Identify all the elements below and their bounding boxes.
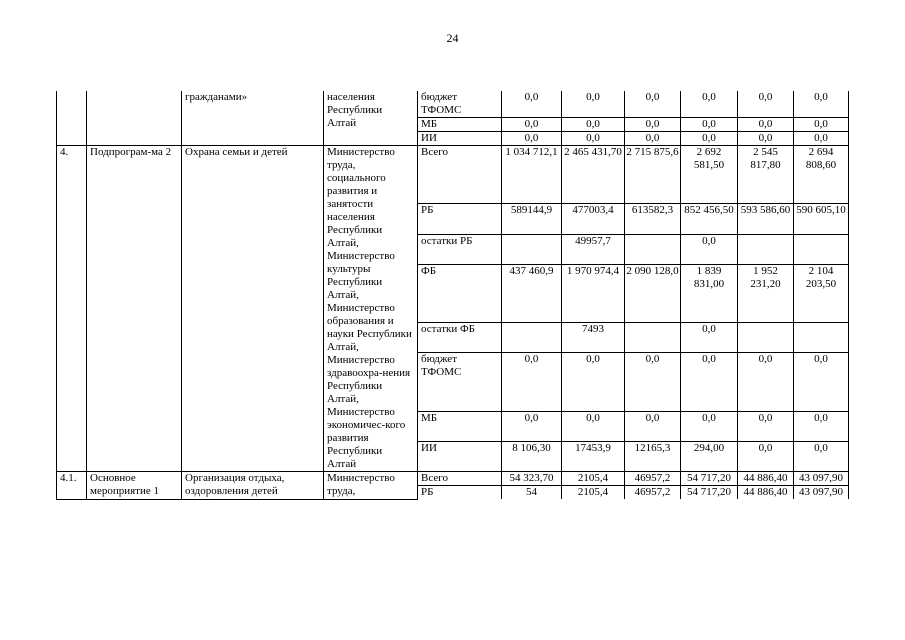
responsible-executor: Министерство труда, социального развития и занятости населения Республики Алтай, Министерство культуры Республики Алтай, Министерство образования и науки Республики Алтай, Министерство здравоохра-нения Республики Алтай, Министерство экономичес-кого развития Республики Алтай	[324, 146, 418, 472]
funding-value: 0,0	[681, 91, 738, 118]
funding-value: 17453,9	[562, 441, 625, 471]
table-row	[57, 472, 849, 486]
funding-value: 7493	[562, 323, 625, 353]
row-number: 4.1.	[57, 472, 87, 500]
funding-value: 0,0	[625, 91, 681, 118]
funding-value: 0,0	[562, 132, 625, 146]
funding-value: 0,0	[625, 132, 681, 146]
funding-value: 0,0	[502, 132, 562, 146]
funding-source: РБ	[418, 204, 502, 234]
funding-value: 49957,7	[562, 234, 625, 264]
funding-source: МБ	[418, 118, 502, 132]
funding-value: 0,0	[738, 411, 794, 441]
funding-value: 43 097,90	[794, 486, 849, 500]
funding-value: 2 692 581,50	[681, 146, 738, 204]
funding-value: 43 097,90	[794, 472, 849, 486]
funding-value: 44 886,40	[738, 472, 794, 486]
funding-value: 294,00	[681, 441, 738, 471]
funding-value: 0,0	[681, 234, 738, 264]
funding-source: ИИ	[418, 441, 502, 471]
funding-value	[502, 323, 562, 353]
funding-value: 0,0	[738, 353, 794, 411]
funding-value: 46957,2	[625, 472, 681, 486]
funding-value: 0,0	[794, 353, 849, 411]
funding-source: РБ	[418, 486, 502, 500]
funding-value: 2 465 431,70	[562, 146, 625, 204]
funding-value: 477003,4	[562, 204, 625, 234]
funding-value: 54 717,20	[681, 486, 738, 500]
row-number	[57, 91, 87, 146]
responsible-executor: населения Республики Алтай	[324, 91, 418, 146]
funding-value: 0,0	[625, 353, 681, 411]
funding-value	[738, 323, 794, 353]
funding-value: 1 034 712,1	[502, 146, 562, 204]
funding-value: 0,0	[681, 411, 738, 441]
funding-value: 852 456,50	[681, 204, 738, 234]
funding-value: 0,0	[681, 118, 738, 132]
funding-value: 8 106,30	[502, 441, 562, 471]
funding-value: 613582,3	[625, 204, 681, 234]
funding-value: 1 952 231,20	[738, 264, 794, 322]
funding-value: 2105,4	[562, 472, 625, 486]
funding-value	[502, 234, 562, 264]
funding-value: 2 715 875,6	[625, 146, 681, 204]
funding-source: бюджет ТФОМС	[418, 91, 502, 118]
funding-value: 2 104 203,50	[794, 264, 849, 322]
funding-value: 12165,3	[625, 441, 681, 471]
funding-value: 0,0	[562, 411, 625, 441]
funding-value: 0,0	[681, 353, 738, 411]
funding-value: 0,0	[562, 118, 625, 132]
funding-value	[794, 323, 849, 353]
funding-value: 0,0	[502, 91, 562, 118]
funding-value: 0,0	[562, 91, 625, 118]
funding-value: 0,0	[794, 441, 849, 471]
funding-value: 2 545 817,80	[738, 146, 794, 204]
funding-value: 0,0	[738, 118, 794, 132]
funding-value: 46957,2	[625, 486, 681, 500]
funding-value: 2 090 128,0	[625, 264, 681, 322]
funding-value: 0,0	[794, 91, 849, 118]
program-task: Охрана семьи и детей	[182, 146, 324, 472]
funding-value: 0,0	[738, 91, 794, 118]
funding-value: 437 460,9	[502, 264, 562, 322]
funding-value	[794, 234, 849, 264]
funding-value	[738, 234, 794, 264]
funding-source: бюджет ТФОМС	[418, 353, 502, 411]
funding-value: 54 323,70	[502, 472, 562, 486]
row-number: 4.	[57, 146, 87, 472]
funding-value: 44 886,40	[738, 486, 794, 500]
funding-value: 0,0	[502, 411, 562, 441]
funding-value: 0,0	[681, 132, 738, 146]
funding-value: 0,0	[625, 411, 681, 441]
funding-value: 0,0	[738, 441, 794, 471]
funding-value: 54	[502, 486, 562, 500]
funding-source: ФБ	[418, 264, 502, 322]
funding-value: 0,0	[794, 411, 849, 441]
funding-value: 2 694 808,60	[794, 146, 849, 204]
program-task: гражданами»	[182, 91, 324, 146]
funding-value: 0,0	[681, 323, 738, 353]
funding-value: 54 717,20	[681, 472, 738, 486]
funding-source: Всего	[418, 146, 502, 204]
funding-value: 0,0	[738, 132, 794, 146]
funding-source: МБ	[418, 411, 502, 441]
funding-value: 1 970 974,4	[562, 264, 625, 322]
table-row	[57, 146, 849, 204]
funding-value: 2105,4	[562, 486, 625, 500]
funding-value: 589144,9	[502, 204, 562, 234]
funding-value: 590 605,10	[794, 204, 849, 234]
responsible-executor: Министерство труда,	[324, 472, 418, 500]
funding-source: ИИ	[418, 132, 502, 146]
funding-source: остатки РБ	[418, 234, 502, 264]
program-name: Подпрограм-ма 2	[87, 146, 182, 472]
funding-value: 1 839 831,00	[681, 264, 738, 322]
program-task: Организация отдыха, оздоровления детей	[182, 472, 324, 500]
funding-value: 593 586,60	[738, 204, 794, 234]
page-number: 24	[446, 31, 459, 45]
funding-table	[56, 91, 849, 500]
program-name	[87, 91, 182, 146]
table-row	[57, 91, 849, 118]
funding-value: 0,0	[562, 353, 625, 411]
funding-value	[625, 234, 681, 264]
funding-value	[625, 323, 681, 353]
funding-value: 0,0	[625, 118, 681, 132]
program-name: Основное мероприятие 1	[87, 472, 182, 500]
funding-value: 0,0	[502, 353, 562, 411]
funding-value: 0,0	[502, 118, 562, 132]
funding-value: 0,0	[794, 132, 849, 146]
funding-source: Всего	[418, 472, 502, 486]
funding-source: остатки ФБ	[418, 323, 502, 353]
funding-value: 0,0	[794, 118, 849, 132]
